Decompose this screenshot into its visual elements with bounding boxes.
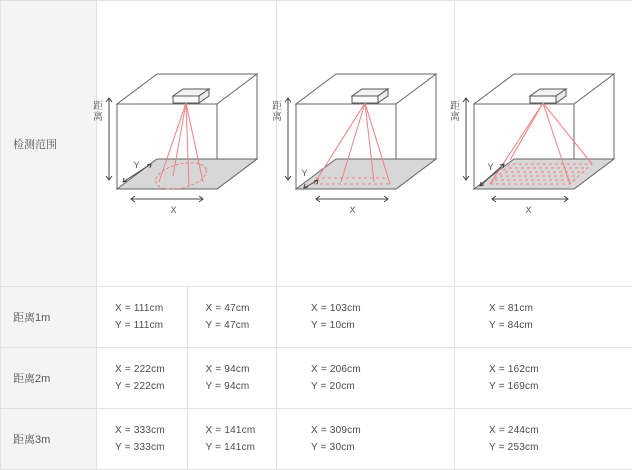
- diagram-cell-single-point: [97, 1, 277, 287]
- axis-distance-label: 距离: [270, 100, 281, 122]
- value-y: Y = 222cm: [115, 378, 187, 395]
- value-x: X = 47cm: [206, 300, 277, 317]
- value-x: X = 111cm: [115, 300, 187, 317]
- value-group: [455, 348, 632, 408]
- value-group: [97, 287, 187, 347]
- value-group: [455, 287, 632, 347]
- values-cell-1m-area: [455, 287, 632, 348]
- value-y: Y = 30cm: [311, 439, 454, 456]
- axis-distance-label: 距离: [91, 100, 102, 122]
- axis-y-label: Y: [488, 162, 494, 172]
- value-group: [277, 348, 454, 408]
- value-y: Y = 141cm: [206, 439, 277, 456]
- value-y: Y = 47cm: [206, 317, 277, 334]
- value-group: [277, 287, 454, 347]
- distance-arrow-icon: [283, 94, 293, 184]
- value-group: [187, 348, 277, 408]
- value-group: [187, 287, 277, 347]
- value-x: X = 94cm: [206, 361, 277, 378]
- table-row: [1, 348, 632, 409]
- row-label-detection-range: 检测范围: [1, 1, 97, 287]
- diagram-area-grid: [464, 64, 624, 224]
- value-x: X = 141cm: [206, 422, 277, 439]
- detection-range-single-point-svg: [107, 64, 267, 224]
- value-x: X = 103cm: [311, 300, 454, 317]
- value-y: Y = 10cm: [311, 317, 454, 334]
- value-x: X = 162cm: [489, 361, 632, 378]
- values-cell-2m-pair: [97, 348, 277, 409]
- table-row: [1, 1, 632, 287]
- values-cell-3m-line: [277, 409, 455, 470]
- axis-distance-label: 距离: [448, 100, 459, 122]
- values-cell-3m-area: [455, 409, 632, 470]
- values-cell-1m-line: [277, 287, 455, 348]
- axis-x-label: X: [350, 205, 356, 215]
- values-cell-2m-area: [455, 348, 632, 409]
- value-y: Y = 169cm: [489, 378, 632, 395]
- value-group: [455, 409, 632, 469]
- diagram-cell-line-scan: [277, 1, 455, 287]
- detection-range-line-svg: [286, 64, 446, 224]
- value-x: X = 222cm: [115, 361, 187, 378]
- row-label-distance-1m: 距离1m: [1, 287, 97, 348]
- value-y: Y = 111cm: [115, 317, 187, 334]
- row-label-distance-3m: 距离3m: [1, 409, 97, 470]
- table-row: [1, 409, 632, 470]
- table-row: [1, 287, 632, 348]
- values-cell-3m-pair: [97, 409, 277, 470]
- axis-x-label: X: [171, 205, 177, 215]
- axis-x-label: X: [526, 205, 532, 215]
- value-x: X = 333cm: [115, 422, 187, 439]
- value-x: X = 206cm: [311, 361, 454, 378]
- value-x: X = 244cm: [489, 422, 632, 439]
- value-y: Y = 333cm: [115, 439, 187, 456]
- detection-range-area-svg: [464, 64, 624, 224]
- values-cell-2m-line: [277, 348, 455, 409]
- value-x: X = 309cm: [311, 422, 454, 439]
- value-group: [277, 409, 454, 469]
- value-y: Y = 94cm: [206, 378, 277, 395]
- row-label-distance-2m: 距离2m: [1, 348, 97, 409]
- diagram-single-point: [107, 64, 267, 224]
- value-x: X = 81cm: [489, 300, 632, 317]
- axis-y-label: Y: [302, 168, 308, 178]
- value-y: Y = 253cm: [489, 439, 632, 456]
- value-group: [97, 348, 187, 408]
- value-group: [97, 409, 187, 469]
- value-y: Y = 84cm: [489, 317, 632, 334]
- diagram-cell-area-grid: [455, 1, 632, 287]
- values-cell-1m-pair: [97, 287, 277, 348]
- axis-y-label: Y: [134, 160, 140, 170]
- distance-arrow-icon: [461, 94, 471, 184]
- distance-arrow-icon: [104, 94, 114, 184]
- value-y: Y = 20cm: [311, 378, 454, 395]
- diagram-line-scan: [286, 64, 446, 224]
- value-group: [187, 409, 277, 469]
